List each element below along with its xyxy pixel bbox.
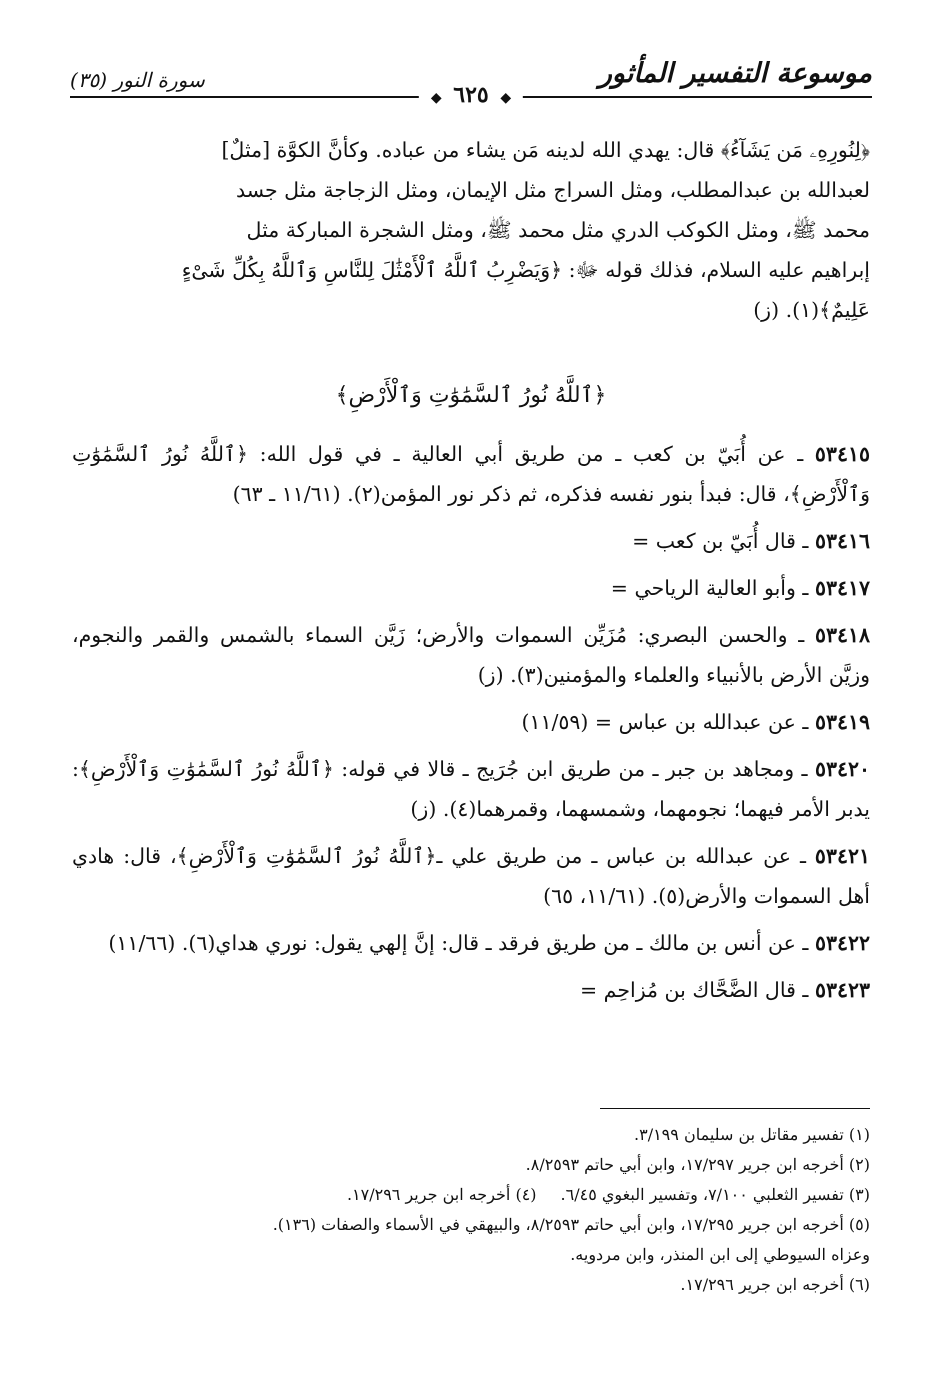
- entry-text: ـ قال الضَّحَّاك بن مُزاحِم =: [579, 978, 809, 1002]
- surah-label: سورة النور (٣٥): [70, 68, 205, 92]
- verse-heading: ﴿ٱللَّهُ نُورُ ٱلسَّمَٰوَٰتِ وَٱلْأَرْضِ﴾: [335, 383, 607, 408]
- entry-number: ٥٣٤٢٠: [814, 757, 870, 781]
- entry-number: ٥٣٤١٥: [814, 442, 870, 466]
- narration-entry: [72, 434, 870, 514]
- intro-line: لعبدالله بن عبدالمطلب، ومثل السراج مثل الإيمان، ومثل الزجاجة مثل جسد: [235, 178, 870, 202]
- entry-text: ـ والحسن البصري: مُزَيِّن السموات والأرض؛ زَيَّن السماء بالشمس والقمر والنجوم، وزيَّن الأرض بالأنبياء والعلماء والمؤمنين(٣). (ز): [72, 623, 870, 687]
- ornament-icon: ◆: [430, 90, 442, 106]
- entry-number: ٥٣٤١٨: [814, 623, 870, 647]
- narration-entry: [72, 923, 870, 963]
- book-title: موسوعة التفسير المأثور: [598, 58, 872, 89]
- entry-text: ـ وأبو العالية الرياحي =: [610, 576, 809, 600]
- narration-entry: [72, 702, 870, 742]
- entry-text: ـ عن أُبَيّ بن كعب ـ من طريق أبي العالية ـ في قول الله: ﴿ٱللَّهُ نُورُ ٱلسَّمَٰوَٰتِ وَٱلْأَرْضِ﴾، قال: فبدأ بنور نفسه فذكره، ثم ذكر نور المؤمن(٢). (١١/٦١ ـ ٦٣): [72, 442, 870, 506]
- main-text: [72, 130, 870, 1017]
- footnote-divider: [600, 1108, 870, 1109]
- entry-number: ٥٣٤١٩: [814, 710, 870, 734]
- entry-text: ـ عن عبدالله بن عباس ـ من طريق علي ـ﴿ٱللَّهُ نُورُ ٱلسَّمَٰوَٰتِ وَٱلْأَرْضِ﴾، قال: هادي أهل السموات والأرض(٥). (١١/٦١، ٦٥): [72, 844, 870, 908]
- intro-paragraph: [72, 130, 870, 330]
- intro-line: إبراهيم عليه السلام، فذلك قوله ﷻ: ﴿وَيَضْرِبُ ٱللَّهُ ٱلْأَمْثَٰلَ لِلنَّاسِ وَٱللَّهُ بِكُلِّ شَىْءٍ: [181, 258, 870, 282]
- footnote: (٥) أخرجه ابن جرير ١٧/٢٩٥، وابن أبي حاتم ٨/٢٥٩٣، والبيهقي في الأسماء والصفات (١٣٦).: [272, 1215, 870, 1234]
- page-header: [70, 58, 872, 118]
- footnote: (٣) تفسير الثعلبي ٧/١٠٠، وتفسير البغوي ٦/٤٥.: [560, 1185, 870, 1204]
- entry-number: ٥٣٤١٧: [814, 576, 870, 600]
- entry-text: ـ عن أنس بن مالك ـ من طريق فرقد ـ قال: إنَّ إلهي يقول: نوري هداي(٦). (١١/٦٦): [108, 931, 809, 955]
- footnote: (٤) أخرجه ابن جرير ١٧/٢٩٦.: [346, 1185, 537, 1204]
- narration-entry: [72, 970, 870, 1010]
- narration-entry: [72, 836, 870, 916]
- entry-number: ٥٣٤٢٣: [814, 978, 870, 1002]
- narration-entry: [72, 749, 870, 829]
- footnote: (٦) أخرجه ابن جرير ١٧/٢٩٦.: [680, 1275, 870, 1294]
- intro-line: محمد ﷺ، ومثل الكوكب الدري مثل محمد ﷺ، ومثل الشجرة المباركة مثل: [246, 218, 870, 242]
- intro-line: عَلِيمٌ﴾(١). (ز): [753, 298, 870, 322]
- footnote-continuation: وعزاه السيوطي إلى ابن المنذر، وابن مردويه.: [570, 1245, 870, 1264]
- page-number: ٦٢٥: [453, 82, 489, 108]
- intro-line: ﴿لِنُورِهِۦ مَن يَشَآءُ﴾ قال: يهدي الله لدينه مَن يشاء من عباده. وكأنَّ الكوَّة [مثلٌ]: [221, 138, 870, 162]
- page-number-box: [419, 82, 523, 108]
- entry-number: ٥٣٤٢٢: [814, 931, 870, 955]
- entry-number: ٥٣٤٢١: [814, 844, 870, 868]
- entry-text: ـ ومجاهد بن جبر ـ من طريق ابن جُرَيج ـ قالا في قوله: ﴿ٱللَّهُ نُورُ ٱلسَّمَٰوَٰتِ وَٱلْأَرْضِ﴾: يدبر الأمر فيهما؛ نجومهما، وشمسهما، وقمرهما(٤). (ز): [72, 757, 870, 821]
- ornament-icon: ◆: [500, 90, 512, 106]
- footnote-row: [72, 1180, 870, 1210]
- footnote: (٢) أخرجه ابن جرير ١٧/٢٩٧، وابن أبي حاتم ٨/٢٥٩٣.: [525, 1155, 870, 1174]
- entry-number: ٥٣٤١٦: [814, 529, 870, 553]
- entry-text: ـ قال أُبَيّ بن كعب =: [632, 529, 809, 553]
- entry-text: ـ عن عبدالله بن عباس = (١١/٥٩): [521, 710, 809, 734]
- narration-entry: [72, 568, 870, 608]
- narration-entry: [72, 615, 870, 695]
- footnote: (١) تفسير مقاتل بن سليمان ٣/١٩٩.: [634, 1125, 870, 1144]
- footnotes: [72, 1120, 870, 1300]
- narration-entry: [72, 521, 870, 561]
